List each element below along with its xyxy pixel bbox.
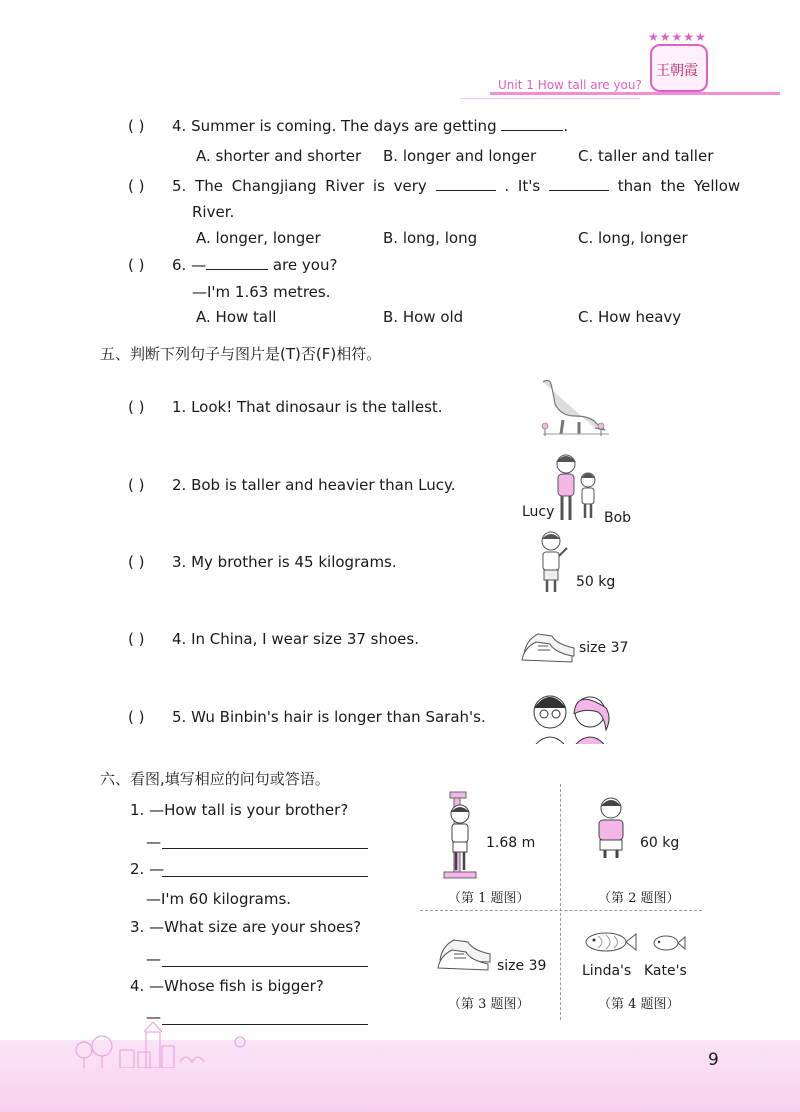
q5-option-a: A. longer, longer — [196, 229, 321, 247]
q6-option-c: C. How heavy — [578, 308, 682, 326]
pic1-caption: （第 1 题图） — [448, 891, 530, 906]
pic2-caption: （第 2 题图） — [598, 891, 680, 906]
q6-stem-end: are you? — [272, 256, 338, 274]
picture-grid-horizontal-divider — [420, 910, 702, 911]
shoes-size39-illustration — [436, 930, 496, 972]
s5-item3-text: 3. My brother is 45 kilograms. — [172, 553, 397, 571]
boy-illustration — [535, 530, 571, 594]
q5-stem-d: River. — [192, 203, 235, 221]
pic3-size-label: size 39 — [497, 958, 547, 974]
q5-stem-a: 5. The Changjiang River is very — [172, 177, 427, 195]
header-rule-thin — [460, 98, 640, 99]
logo-text: 王朝霞 — [656, 63, 698, 79]
kates-fish-illustration — [652, 932, 686, 954]
s5-item2-text: 2. Bob is taller and heavier than Lucy. — [172, 476, 456, 494]
s6-q2: 2. — — [130, 860, 165, 878]
s6-q3: 3. —What size are your shoes? — [130, 918, 362, 936]
s6-q1-answer-line[interactable] — [162, 848, 368, 849]
s5-item5-text: 5. Wu Binbin's hair is longer than Sarah's. — [172, 708, 486, 726]
brother-on-scale-illustration — [440, 790, 480, 882]
lucy-label: Lucy — [522, 504, 555, 520]
q4-end: . — [563, 117, 569, 135]
shoe-size-37-label: size 37 — [579, 640, 629, 656]
q5-blank-1[interactable] — [436, 190, 496, 191]
q5-stem-b: . It's — [504, 177, 541, 195]
q5-blank-2[interactable] — [549, 190, 609, 191]
s5-item1-text: 1. Look! That dinosaur is the tallest. — [172, 398, 443, 416]
s5-item2-paren: ( ) — [128, 476, 145, 494]
castle-decoration-icon — [70, 1022, 250, 1068]
lucy-and-bob-illustration — [548, 450, 604, 526]
s6-q4: 4. —Whose fish is bigger? — [130, 977, 324, 995]
pic4-kates-label: Kate's — [644, 963, 687, 979]
q4-option-b: B. longer and longer — [383, 147, 537, 165]
q6-text — [172, 256, 337, 274]
boy-60kg-illustration — [590, 796, 632, 860]
s5-item1-paren: ( ) — [128, 398, 145, 416]
picture-grid-vertical-divider — [560, 784, 561, 1020]
q6-paren: ( ) — [128, 256, 145, 274]
section5-title: 五、判断下列句子与图片是(T)否(F)相符。 — [100, 345, 382, 363]
q4-option-c: C. taller and taller — [578, 147, 714, 165]
s6-q1: 1. —How tall is your brother? — [130, 801, 349, 819]
s5-item4-text: 4. In China, I wear size 37 shoes. — [172, 630, 419, 648]
s6-q4-dash: — — [146, 1008, 161, 1026]
page-number: 9 — [708, 1050, 719, 1070]
pic1-height-label: 1.68 m — [486, 835, 536, 851]
s5-item3-paren: ( ) — [128, 553, 145, 571]
s6-q3-dash: — — [146, 950, 161, 968]
header-logo — [640, 30, 716, 100]
s6-q2-reply: —I'm 60 kilograms. — [146, 890, 292, 908]
q6-option-b: B. How old — [383, 308, 464, 326]
pic2-weight-label: 60 kg — [640, 835, 680, 851]
q5-text — [172, 177, 740, 195]
q4-text — [172, 117, 568, 135]
s6-q1-dash: — — [146, 833, 161, 851]
q4-stem: 4. Summer is coming. The days are getting — [172, 117, 497, 135]
q5-option-c: C. long, longer — [578, 229, 688, 247]
header-unit-title: Unit 1 How tall are you? — [498, 78, 642, 92]
pic4-caption: （第 4 题图） — [598, 997, 680, 1012]
section6-title: 六、看图,填写相应的问句或答语。 — [100, 770, 330, 788]
q6-stem: 6. — — [172, 256, 207, 274]
q6-option-a: A. How tall — [196, 308, 277, 326]
header-stars: ★★★★★ — [648, 30, 707, 44]
q5-paren: ( ) — [128, 177, 145, 195]
header-rule — [490, 92, 780, 95]
q4-paren: ( ) — [128, 117, 145, 135]
q4-blank[interactable] — [501, 130, 563, 131]
q5-option-b: B. long, long — [383, 229, 478, 247]
lindas-fish-illustration — [582, 928, 638, 956]
s5-item5-paren: ( ) — [128, 708, 145, 726]
weight-50kg-label: 50 kg — [576, 574, 616, 590]
shoes-illustration — [520, 624, 578, 664]
q5-stem-c: than the Yellow — [617, 177, 741, 195]
q6-reply: —I'm 1.63 metres. — [192, 283, 331, 301]
s6-q2-answer-line[interactable] — [162, 876, 368, 877]
s6-q3-answer-line[interactable] — [162, 966, 368, 967]
s5-item4-paren: ( ) — [128, 630, 145, 648]
dinosaur-illustration — [535, 378, 615, 440]
q4-option-a: A. shorter and shorter — [196, 147, 362, 165]
pic4-lindas-label: Linda's — [582, 963, 632, 979]
pic3-caption: （第 3 题图） — [448, 997, 530, 1012]
wu-binbin-and-sarah-illustration — [526, 688, 618, 744]
q6-blank[interactable] — [206, 269, 268, 270]
bob-label: Bob — [604, 510, 632, 526]
